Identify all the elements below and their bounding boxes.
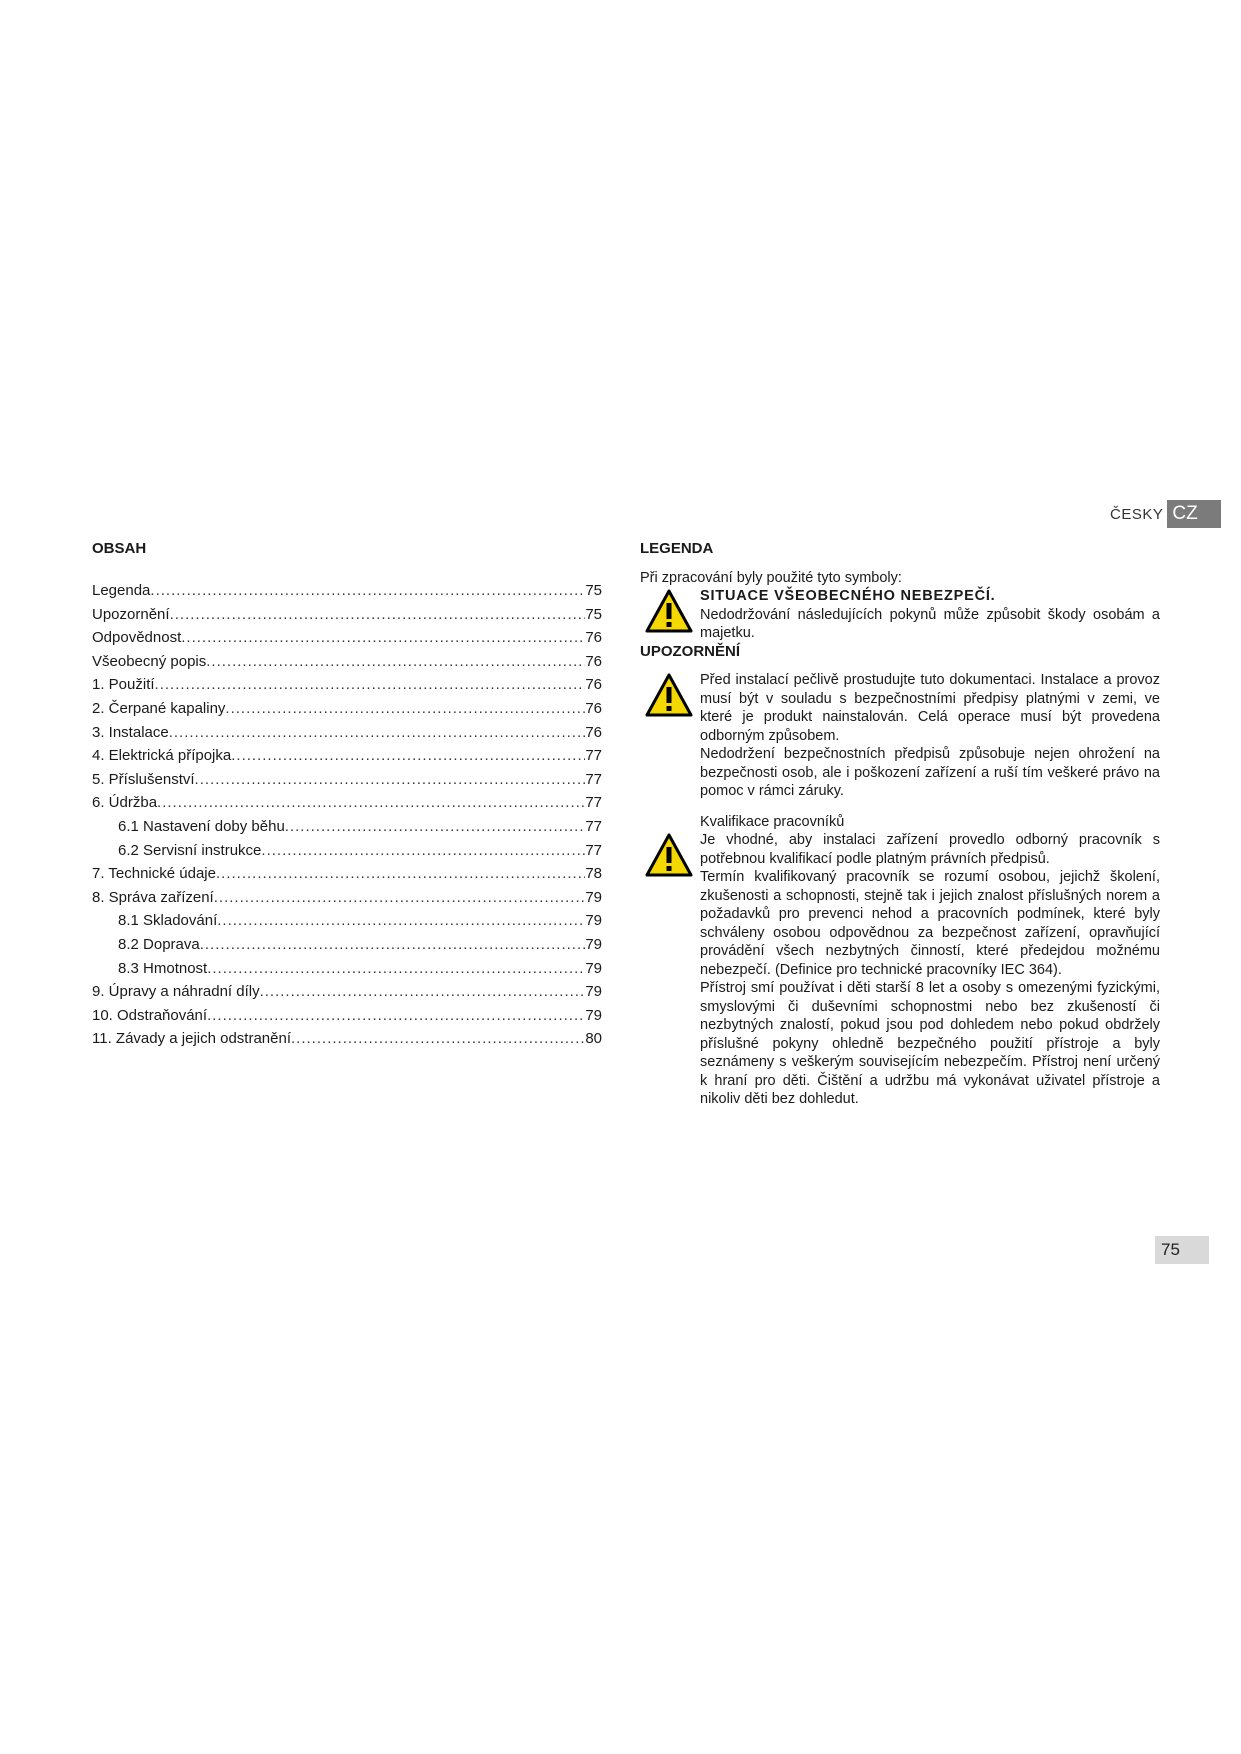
toc-item-label: 8.3 Hmotnost <box>118 959 208 977</box>
toc-item[interactable] <box>92 771 602 795</box>
toc-item-label: 8. Správa zařízení <box>92 888 214 906</box>
toc-item-page: 75 <box>585 605 602 623</box>
toc-item-label: 3. Instalace <box>92 723 169 741</box>
toc-item[interactable] <box>92 889 602 913</box>
toc-leader <box>169 724 586 741</box>
toc-leader <box>200 936 586 953</box>
toc-subitem[interactable] <box>92 842 602 866</box>
toc-item[interactable] <box>92 747 602 771</box>
warning-block-general <box>640 671 1160 801</box>
toc-subitem[interactable] <box>92 912 602 936</box>
warning-paragraph: Přístroj smí používat i děti starší 8 let a osoby s omezenými fyzickými, smyslovými či duševními schopnostmi nebo bez zkušeností či nezbytných znalostí, pokud jsou pod dohledem nebo pokud obdržely příslušné pokyny ohledně bezpečného použití přístroje a byly seznámeny s veškerým souvisejícím nebezpečím. Přístroj není určený k hraní pro děti. Čištění a udržbu má vykonávat uživatel přístroje a nikoliv děti bez dohledut. <box>700 980 1160 1107</box>
legend-intro: Při zpracování byly použité tyto symboly: <box>640 569 902 586</box>
page-number: 75 <box>1155 1236 1209 1264</box>
toc-leader <box>225 700 585 717</box>
language-name: ČESKY <box>1110 505 1164 523</box>
toc-item-page: 79 <box>585 935 602 953</box>
toc-item-label: 5. Příslušenství <box>92 770 195 788</box>
toc-item-page: 77 <box>585 817 602 835</box>
toc-leader <box>207 960 585 977</box>
toc-leader <box>150 582 585 599</box>
toc-subitem[interactable] <box>92 960 602 984</box>
language-code: CZ <box>1167 500 1221 528</box>
toc-item-page: 76 <box>585 723 602 741</box>
toc-item-page: 77 <box>585 770 602 788</box>
toc-item-label: 6.1 Nastavení doby běhu <box>118 817 285 835</box>
toc-item-page: 76 <box>585 652 602 670</box>
toc-item[interactable] <box>92 794 602 818</box>
toc-item-page: 75 <box>585 582 602 599</box>
table-of-contents <box>92 540 602 1054</box>
warning-block-qualification <box>640 813 1160 1109</box>
toc-item[interactable] <box>92 724 602 748</box>
warning-paragraph: Před instalací pečlivě prostudujte tuto dokumentaci. Instalace a provoz musí být v souladu s bezpečnostními předpisy platnými v zemi, ve které je produkt nainstalován. Celá operace musí být provedena odborným způsobem. <box>700 672 1160 744</box>
toc-leader <box>291 1030 585 1047</box>
toc-item-label: 6.2 Servisní instrukce <box>118 841 262 859</box>
warning-triangle-icon <box>645 833 693 877</box>
toc-item-page: 79 <box>585 1006 602 1024</box>
toc-leader <box>206 653 585 670</box>
toc-item[interactable] <box>92 582 602 606</box>
toc-item-label: 6. Údržba <box>92 794 158 812</box>
toc-item-label: 1. Použití <box>92 676 155 694</box>
toc-item[interactable] <box>92 865 602 889</box>
qualification-heading: Kvalifikace pracovníků <box>700 813 845 830</box>
symbol-title: SITUACE VŠEOBECNÉHO NEBEZPEČÍ. <box>700 588 996 604</box>
toc-item-label: 4. Elektrická přípojka <box>92 747 232 765</box>
toc-item-page: 79 <box>585 912 602 930</box>
warning-paragraph: Nedodržení bezpečnostních předpisů způsobuje nejen ohrožení na bezpečnosti osob, ale i poškození zařízení a ruší tím veškeré právo na pomoc v rámci záruky. <box>700 746 1160 799</box>
toc-item[interactable] <box>92 653 602 677</box>
toc-item[interactable] <box>92 700 602 724</box>
language-tag <box>1110 500 1221 528</box>
toc-leader <box>214 889 586 906</box>
toc-item-label: 10. Odstraňování <box>92 1006 208 1024</box>
toc-item-label: 8.1 Skladování <box>118 912 218 930</box>
toc-item-page: 79 <box>585 888 602 906</box>
legend-title: LEGENDA <box>640 540 714 557</box>
toc-item-label: 11. Závady a jejich odstranění <box>92 1030 292 1048</box>
warning-triangle-icon <box>645 589 693 633</box>
warning-paragraph: Termín kvalifikovaný pracovník se rozumí osobou, jejichž školení, zkušenosti a schopnosti, stejně tak i jejich znalost příslušných norem a požadavků pro prevenci nehod a pracovních podmínek, které byly schváleny osobou odpovědnou za bezpečnost zařízení, opravňující provádění všech nezbytných činností, které předejdou možnému nebezpečí. (Definice pro technické pracovníky IEC 364). <box>700 869 1160 978</box>
toc-leader <box>260 983 586 1000</box>
toc-item-page: 76 <box>585 676 602 694</box>
toc-item-label: Legenda <box>92 582 151 599</box>
toc-leader <box>155 676 586 693</box>
toc-item-label: 2. Čerpané kapaliny <box>92 699 226 717</box>
toc-item-page: 77 <box>585 794 602 812</box>
toc-item[interactable] <box>92 629 602 653</box>
toc-item-page: 80 <box>585 1030 602 1048</box>
toc-item[interactable] <box>92 606 602 630</box>
toc-leader <box>216 865 585 882</box>
toc-item-page: 77 <box>585 747 602 765</box>
toc-item-label: Odpovědnost <box>92 629 182 647</box>
warning-paragraph: Je vhodné, aby instalaci zařízení provedlo odborný pracovník s potřebnou kvalifikací podle platným právních předpisů. <box>700 832 1160 867</box>
toc-item[interactable] <box>92 983 602 1007</box>
content-column <box>640 540 1160 1109</box>
toc-item-page: 77 <box>585 841 602 859</box>
toc-leader <box>217 912 585 929</box>
toc-leader <box>261 842 585 859</box>
toc-leader <box>170 606 586 623</box>
toc-item[interactable] <box>92 1030 602 1054</box>
toc-leader <box>285 818 586 835</box>
toc-item-page: 76 <box>585 629 602 647</box>
warning-triangle-icon <box>645 673 693 717</box>
toc-leader <box>195 771 586 788</box>
toc-leader <box>181 629 585 646</box>
toc-item[interactable] <box>92 676 602 700</box>
toc-item-page: 78 <box>585 865 602 883</box>
toc-item-label: 8.2 Doprava <box>118 935 200 953</box>
toc-subitem[interactable] <box>92 818 602 842</box>
toc-item[interactable] <box>92 1007 602 1031</box>
toc-title: OBSAH <box>92 540 147 557</box>
symbol-description: Nedodržování následujících pokynů může způsobit škody osobám a majetku. <box>700 606 1160 641</box>
warnings-title: UPOZORNĚNÍ <box>640 642 741 660</box>
toc-leader <box>231 747 585 764</box>
toc-leader <box>207 1007 585 1024</box>
toc-item-label: Upozornění <box>92 605 170 623</box>
toc-item-label: Všeobecný popis <box>92 652 207 670</box>
toc-item-page: 79 <box>585 959 602 977</box>
toc-item-label: 7. Technické údaje <box>92 865 216 883</box>
toc-leader <box>157 794 585 811</box>
toc-item-label: 9. Úpravy a náhradní díly <box>92 983 260 1001</box>
legend-symbol-block <box>640 587 1160 643</box>
toc-subitem[interactable] <box>92 936 602 960</box>
toc-item-page: 76 <box>585 699 602 717</box>
toc-item-page: 79 <box>585 983 602 1001</box>
